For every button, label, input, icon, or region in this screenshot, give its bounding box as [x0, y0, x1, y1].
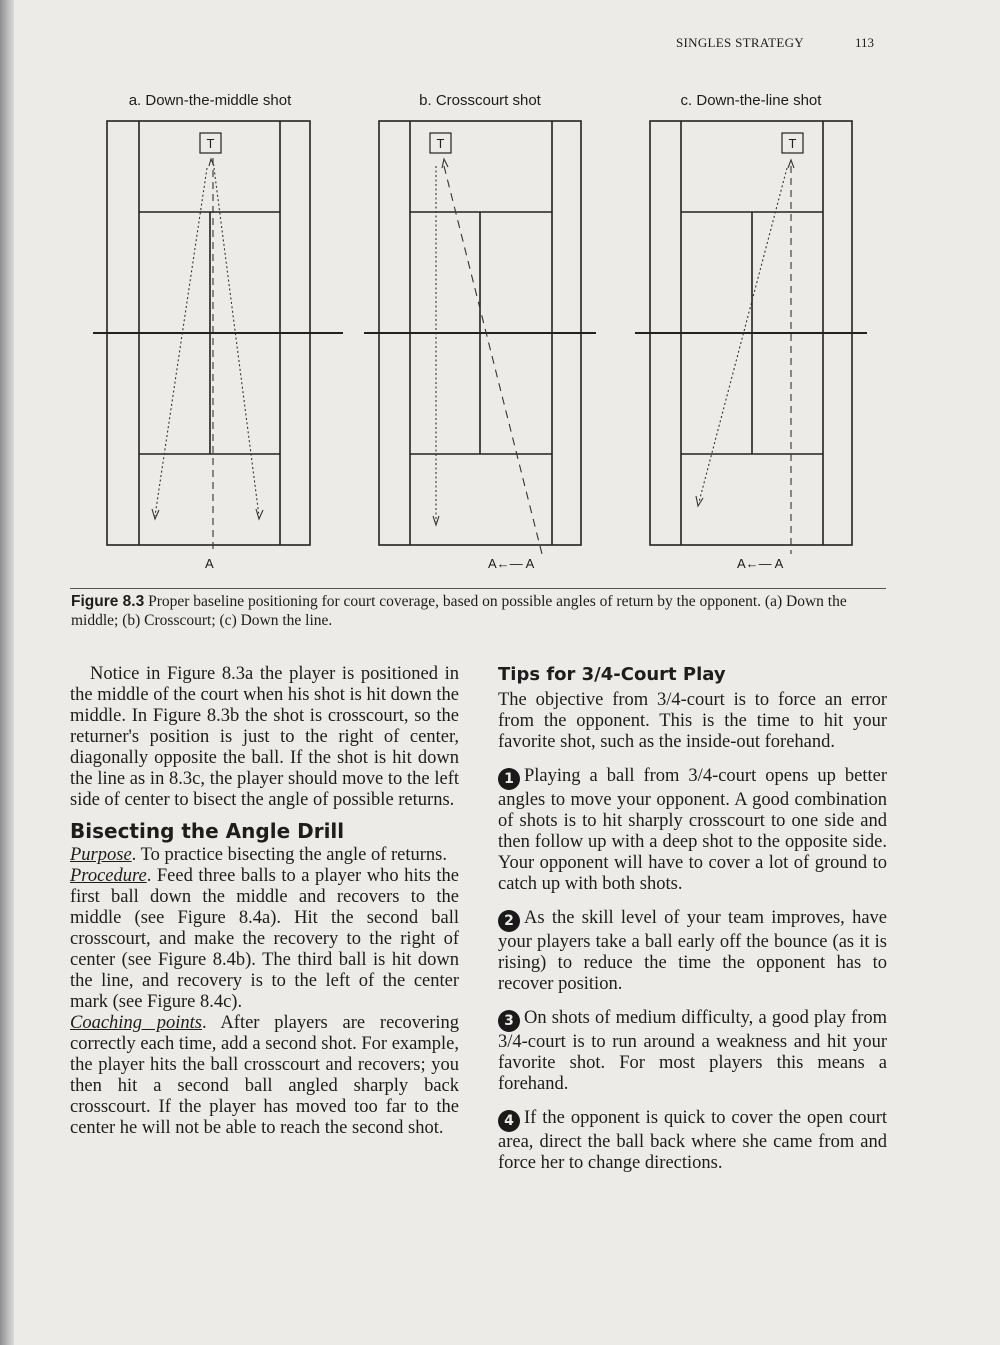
book-spine-shadow	[0, 0, 14, 1345]
target-marker-c: T	[788, 136, 797, 151]
tip-number-badge: 1	[498, 768, 520, 790]
court-label-c: A←— A	[737, 556, 784, 571]
coaching-label: Coaching points	[70, 1013, 202, 1033]
figure-caption-text: Proper baseline positioning for court coverage, based on possible angles of return by the opponent. (a) Down the middle; (b) Crosscourt; (c) Down the line.	[71, 593, 847, 629]
tip-item	[498, 1108, 887, 1174]
purpose-text: . To practice bisecting the angle of returns.	[131, 845, 447, 865]
court-diagram-c	[635, 118, 885, 593]
purpose-paragraph	[70, 845, 459, 866]
panel-title-b: b. Crosscourt shot	[419, 92, 541, 109]
tip-text: As the skill level of your team improves, have your players take a ball early off the bounce (as it is rising) to reduce the time the opponent has to recover position.	[498, 908, 887, 994]
court-diagram-b	[364, 118, 614, 593]
tip-number-badge: 3	[498, 1010, 520, 1032]
target-marker-a: T	[206, 136, 215, 151]
coaching-text: . After players are recovering correctly each time, add a second shot. For example, the player hits the ball crosscourt and recovers; you then hit a second ball angled sharply back crosscourt. If the player has moved too far to the center he will not be able to reach the second shot.	[70, 1013, 459, 1138]
procedure-text: . Feed three balls to a player who hits the first ball down the middle and recovers to the middle (see Figure 8.4a). Hit the second ball crosscourt, and make the recovery to the right of center (see Figure 8.4b). The third ball is hit down the line, and recovery is to the left of the center mark (see Figure 8.4c).	[70, 866, 459, 1012]
tip-item	[498, 1008, 887, 1095]
tip-number-badge: 2	[498, 910, 520, 932]
intro-paragraph: Notice in Figure 8.3a the player is positioned in the middle of the court when his shot is hit down the middle. In Figure 8.3b the shot is crosscourt, so the returner's position is just to the right of center, diagonally opposite the ball. If the shot is hit down the line as in 8.3c, the player should move to the left side of center to bisect the angle of possible returns.	[70, 664, 459, 810]
purpose-label: Purpose	[70, 845, 132, 865]
court-label-b: A←— A	[488, 556, 535, 571]
tip-item	[498, 766, 887, 895]
tip-text: Playing a ball from 3/4-court opens up better angles to move your opponent. A good combination of shots is to hit sharply crosscourt to one side and then follow up with a deep shot to the opposite side. Your opponent will have to cover a lot of ground to catch up with both shots.	[498, 766, 887, 894]
procedure-label: Procedure	[70, 866, 147, 886]
tips-heading: Tips for 3/4-Court Play	[498, 664, 726, 685]
figure-divider	[70, 588, 886, 589]
court-label-a: A	[205, 556, 214, 571]
right-column	[498, 664, 887, 1174]
running-head: SINGLES STRATEGY	[676, 35, 804, 50]
procedure-paragraph	[70, 866, 459, 1013]
left-column	[70, 664, 459, 1139]
coaching-paragraph	[70, 1013, 459, 1139]
target-marker-b: T	[436, 136, 445, 151]
panel-title-a: a. Down-the-middle shot	[128, 92, 292, 109]
drill-heading: Bisecting the Angle Drill	[70, 819, 345, 843]
figure-caption	[71, 592, 886, 630]
tips-intro: The objective from 3/4-court is to force an error from the opponent. This is the time to hit your favorite shot, such as the inside-out forehand.	[498, 690, 887, 752]
tip-item	[498, 908, 887, 995]
tip-number-badge: 4	[498, 1110, 520, 1132]
figure-number: Figure 8.3	[71, 593, 145, 610]
page-number: 113	[855, 35, 875, 50]
tip-text: On shots of medium difficulty, a good play from 3/4-court is to run around a weakness and hit your favorite shot. For most players this means a forehand.	[498, 1008, 887, 1094]
tip-text: If the opponent is quick to cover the open court area, direct the ball back where she came from and force her to change directions.	[498, 1108, 887, 1173]
panel-title-c: c. Down-the-line shot	[680, 92, 822, 109]
court-diagram-a	[93, 118, 343, 593]
